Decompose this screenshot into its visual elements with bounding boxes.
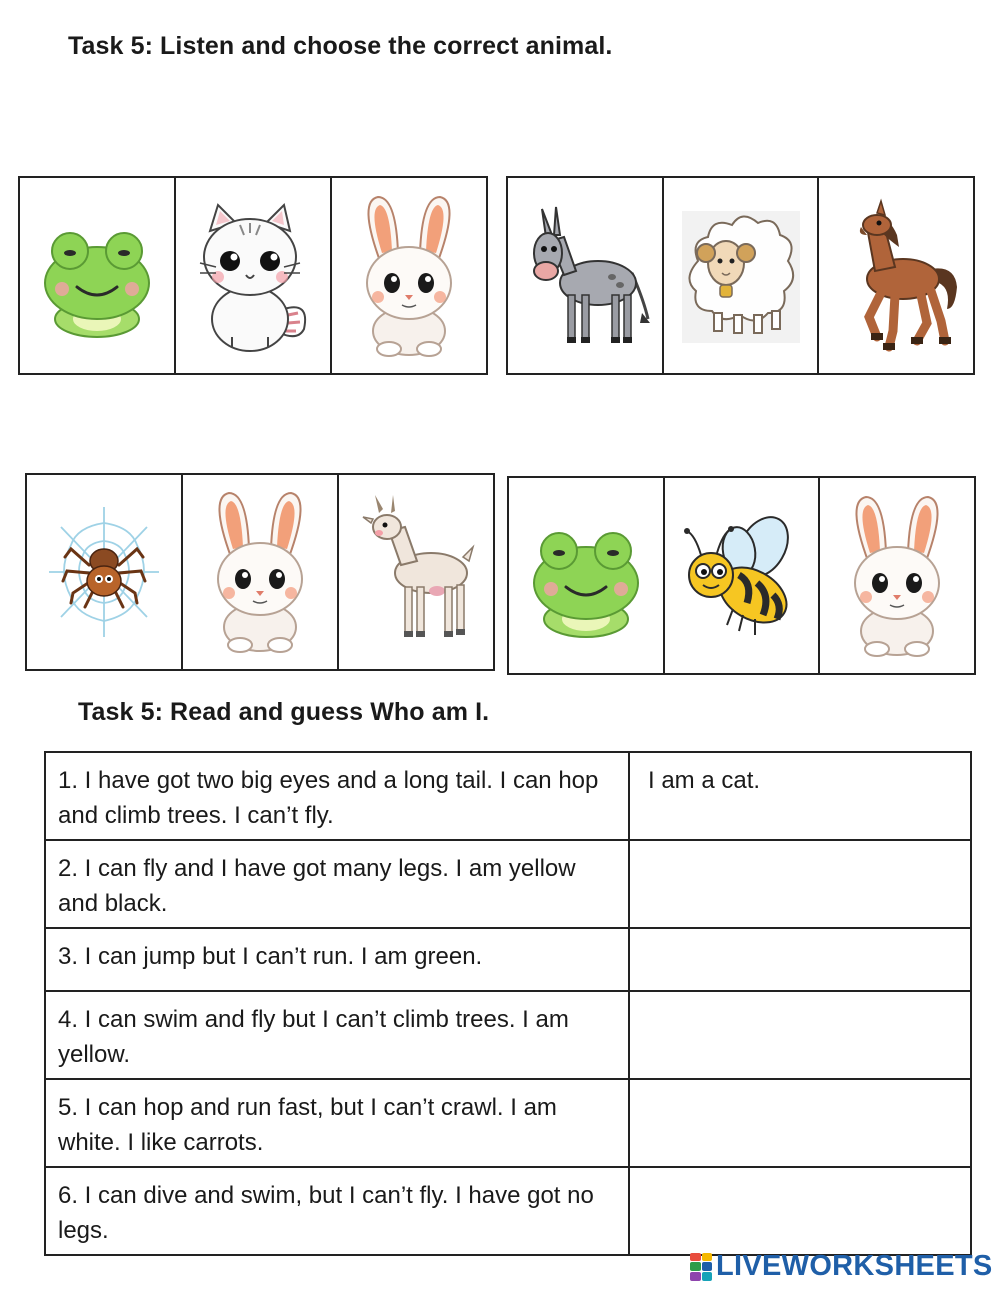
picture-option[interactable]: [664, 178, 820, 373]
logo-tile: [690, 1262, 701, 1271]
riddle-text: 1. I have got two big eyes and a long tail. I can hop and climb trees. I can’t fly.: [45, 752, 629, 840]
task-listen-heading: Task 5: Listen and choose the correct animal.: [68, 32, 613, 60]
picture-option[interactable]: [339, 475, 493, 669]
picture-option[interactable]: [819, 178, 973, 373]
picture-option[interactable]: [332, 178, 486, 373]
goat-icon: [351, 487, 481, 657]
answer-field[interactable]: [629, 928, 971, 991]
picture-strip-2: [506, 176, 975, 375]
table-row: [45, 991, 971, 1079]
answer-field[interactable]: [629, 991, 971, 1079]
picture-option[interactable]: [183, 475, 339, 669]
rabbit-icon: [344, 191, 474, 361]
logo-tile: [690, 1272, 701, 1281]
picture-option[interactable]: [665, 478, 821, 673]
liveworksheets-logo-icon: [690, 1253, 712, 1281]
table-row: [45, 928, 971, 991]
picture-option[interactable]: [820, 478, 974, 673]
picture-strip-3: [25, 473, 495, 671]
table-row: [45, 1079, 971, 1167]
table-row: [45, 1167, 971, 1255]
logo-tile: [690, 1253, 701, 1262]
task-read-heading: Task 5: Read and guess Who am I.: [78, 698, 490, 726]
cat-icon: [188, 191, 318, 361]
picture-option[interactable]: [509, 478, 665, 673]
riddle-text: 3. I can jump but I can’t run. I am green.: [45, 928, 629, 991]
riddle-text: 4. I can swim and fly but I can’t climb trees. I am yellow.: [45, 991, 629, 1079]
frog-icon: [521, 491, 651, 661]
picture-option[interactable]: [27, 475, 183, 669]
table-row: [45, 840, 971, 928]
answer-field[interactable]: [629, 1167, 971, 1255]
riddle-text: 6. I can dive and swim, but I can’t fly. I have got no legs.: [45, 1167, 629, 1255]
donkey-icon: [520, 191, 650, 361]
brand-text: LIVEWORKSHEETS: [716, 1250, 993, 1282]
answer-field[interactable]: I am a cat.: [629, 752, 971, 840]
riddle-text: 5. I can hop and run fast, but I can’t crawl. I am white. I like carrots.: [45, 1079, 629, 1167]
logo-tile: [702, 1272, 713, 1281]
picture-strip-1: [18, 176, 488, 375]
picture-option[interactable]: [176, 178, 332, 373]
logo-tile: [702, 1262, 713, 1271]
table-row: [45, 752, 971, 840]
guess-table: [44, 751, 972, 1256]
riddle-text: 2. I can fly and I have got many legs. I am yellow and black.: [45, 840, 629, 928]
picture-option[interactable]: [20, 178, 176, 373]
frog-icon: [32, 191, 162, 361]
answer-field[interactable]: [629, 840, 971, 928]
answer-field[interactable]: [629, 1079, 971, 1167]
rabbit-icon: [832, 491, 962, 661]
sheep-icon: [676, 191, 806, 361]
logo-tile: [702, 1253, 713, 1262]
rabbit-icon: [195, 487, 325, 657]
picture-strip-4: [507, 476, 976, 675]
bee-icon: [677, 491, 807, 661]
spider-icon: [39, 487, 169, 657]
picture-option[interactable]: [508, 178, 664, 373]
liveworksheets-brand: [690, 1250, 993, 1283]
horse-icon: [831, 191, 961, 361]
